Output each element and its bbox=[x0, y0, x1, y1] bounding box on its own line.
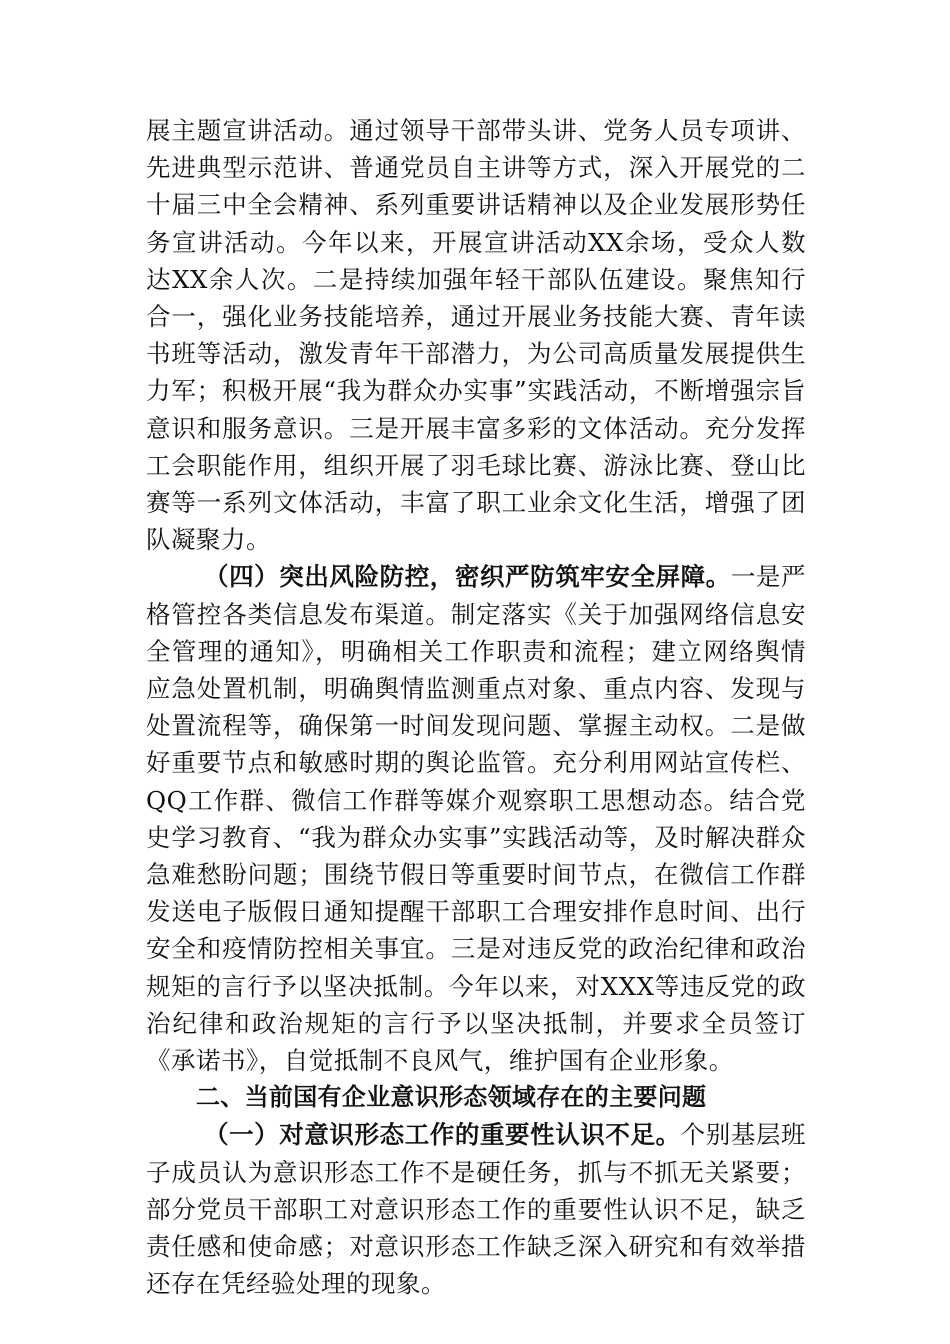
paragraph-2-text: 一是严格管控各类信息发布渠道。制定落实《关于加强网络信息安全管理的通知》，明确相关工作职责和流程；建立网络舆情应急处置机制，明确舆情监测重点对象、重点内容、发现与处置流程等，确保第一时间发现问题、掌握主动权。二是做好重要节点和敏感时期的舆论监管。充分利用网站宣传栏、QQ工作群、微信工作群等媒介观察职工思想动态。结合党史学习教育、“我为群众办实事”实践活动等，及时解决群众急难愁盼问题；围绕节假日等重要时间节点，在微信工作群发送电子版假日通知提醒干部职工合理安排作息时间、出行安全和疫情防控相关事宜。三是对违反党的政治纪律和政治规矩的言行予以坚决抵制。今年以来，对XXX等违反党的政治纪律和政治规矩的言行予以坚决抵制，并要求全员签订《承诺书》，自觉抵制不良风气，维护国有企业形象。 bbox=[146, 562, 807, 1076]
body-paragraph-3 bbox=[146, 1116, 806, 1302]
section-heading-2: 二、当前国有企业意识形态领域存在的主要问题 bbox=[196, 1083, 707, 1112]
body-paragraph-2 bbox=[146, 558, 806, 1079]
subheading-4: （四）突出风险防控，密织严防筑牢安全屏障。 bbox=[204, 562, 731, 592]
paragraph-3-text: 个别基层班子成员认为意识形态工作不是硬任务，抓与不抓无关紧要；部分党员干部职工对意识形态工作的重要性认识不足，缺乏责任感和使命感；对意识形态工作缺乏深入研究和有效举措还存在凭经验处理的现象。 bbox=[146, 1120, 807, 1299]
body-paragraph-1 bbox=[146, 112, 806, 558]
document-body bbox=[146, 112, 806, 1303]
paragraph-1-text: 展主题宣讲活动。通过领导干部带头讲、党务人员专项讲、先进典型示范讲、普通党员自主讲等方式，深入开展党的二十届三中全会精神、系列重要讲话精神以及企业发展形势任务宣讲活动。今年以来，开展宣讲活动XX余场，受众人数达XX余人次。二是持续加强年轻干部队伍建设。聚焦知行合一，强化业务技能培养，通过开展业务技能大赛、青年读书班等活动，激发青年干部潜力，为公司高质量发展提供生力军；积极开展“我为群众办实事”实践活动，不断增强宗旨意识和服务意识。三是开展丰富多彩的文体活动。充分发挥工会职能作用，组织开展了羽毛球比赛、游泳比赛、登山比赛等一系列文体活动，丰富了职工业余文化生活，增强了团队凝聚力。 bbox=[146, 116, 806, 555]
subheading-1: （一）对意识形态工作的重要性认识不足。 bbox=[204, 1120, 681, 1150]
